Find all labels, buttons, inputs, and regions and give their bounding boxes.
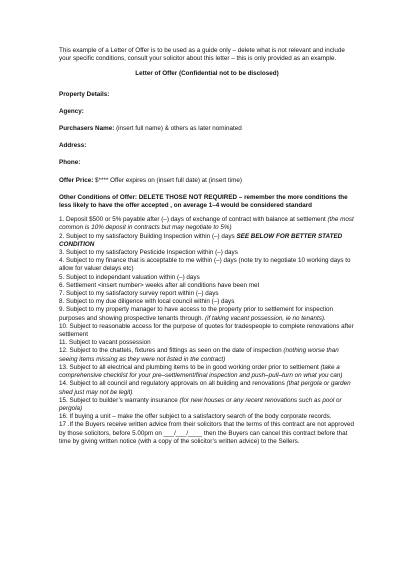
condition-text: 13. Subject to all electrical and plumbing items to be in good working order prior to settlement — [59, 363, 321, 371]
condition-item: 17 .If the Buyers receive written advice from their solicitors that the terms of this contract are not approved by those solicitors, before 5.00pm on ___/___/____ then the Buyers can cancel this contract before that time by giving written notice (with a copy of the solicitor’s written advice) to the Sellers. — [59, 421, 355, 445]
field-agency: Agency: — [59, 107, 84, 115]
condition-item — [59, 216, 355, 232]
condition-note: SEE BELOW FOR BETTER STATED CONDITION — [59, 232, 343, 248]
field-purchasers — [59, 125, 355, 133]
offer-price-label: Offer Price: — [59, 176, 94, 184]
document-body — [59, 47, 355, 446]
condition-text: 1. Deposit $500 or 5% payable after (–) days of exchange of contract with balance at settlement — [59, 216, 328, 224]
other-conditions-heading: Other Conditions of Offer: DELETE THOSE NOT REQUIRED – remember the more conditions the less likely to have the offer accepted , on average 1–4 would be considered standard — [59, 193, 348, 210]
condition-text: 14. Subject to all council and regulatory approvals on all building and renovations — [59, 380, 287, 388]
purchasers-label: Purchasers Name: — [59, 125, 115, 133]
condition-item: 16. If buying a unit – make the offer subject to a satisfactory search of the body corporate records. — [59, 413, 332, 421]
condition-item — [59, 233, 355, 249]
condition-item: 5. Subject to independant valuation within (–) days — [59, 273, 200, 281]
condition-item — [59, 397, 355, 413]
condition-item — [59, 364, 355, 380]
condition-note: (take a comprehensive checklist for your pre–settlement/final inspection and push–pull–turn on what you can) — [59, 363, 343, 380]
condition-note: (if taking vacant possession, ie no tenants). — [204, 314, 326, 322]
condition-note: (the most common is 10% deposit in contracts but may negotiate to 5%) — [59, 216, 354, 232]
field-address: Address: — [59, 142, 87, 150]
intro-paragraph: This example of a Letter of Offer is to be used as a guide only – delete what is not relevant and include your specific conditions, consult your solicitor about this letter – this is only provided as an example. — [59, 47, 345, 63]
condition-text: 9. Subject to my property manager to have access to the property prior to settlement for inspection purposes and showing prospective tenants through. — [59, 306, 334, 322]
field-offer-price — [59, 177, 355, 185]
condition-item: 11. Subject to vacant possession — [59, 339, 151, 347]
field-phone: Phone: — [59, 159, 81, 167]
purchasers-value: (insert full name) & others as later nominated — [116, 125, 242, 133]
condition-item: 8. Subject to my due diligence with local council within (–) days — [59, 298, 235, 306]
condition-text: 2. Subject to my satisfactory Building Inspection within (–) days — [59, 232, 237, 240]
condition-text: 15. Subject to builder’s warranty insurance — [59, 396, 180, 404]
condition-item: 7. Subject to my satisfactory survey report within (–) days — [59, 290, 219, 298]
document-title: Letter of Offer (Confidential not to be disclosed) — [135, 70, 279, 78]
condition-text: 12. Subject to the chattels, fixtures and fittings as seen on the date of inspection — [59, 347, 284, 355]
condition-item: 10. Subject to reasonable access for the purpose of quotes for tradespeople to complete renovations after settlement — [59, 322, 354, 339]
condition-item: 3. Subject to my satisfactory Pesticide Inspection within (–) days — [59, 249, 238, 257]
condition-note: (that pergola or garden shed just may not be legit) — [59, 380, 351, 396]
condition-item — [59, 306, 355, 322]
condition-note: (nothing worse than seeing items missing as they were not listed in the contract) — [59, 347, 339, 363]
offer-price-value: $**** Offer expires on (insert full date) at (insert time) — [95, 176, 242, 184]
conditions-list — [59, 216, 355, 446]
condition-item — [59, 347, 355, 363]
field-property-details: Property Details: — [59, 90, 110, 98]
condition-item — [59, 380, 355, 396]
condition-note: (for new houses or any recent renovations such as pool or pergola) — [59, 396, 342, 412]
condition-item: 4. Subject to my finance that is acceptable to me within (–) days (note try to negotiate 10 working days to allow for valuer delays etc) — [59, 257, 351, 273]
condition-item: 6. Settlement <insert number> weeks after all conditions have been met — [59, 281, 260, 289]
